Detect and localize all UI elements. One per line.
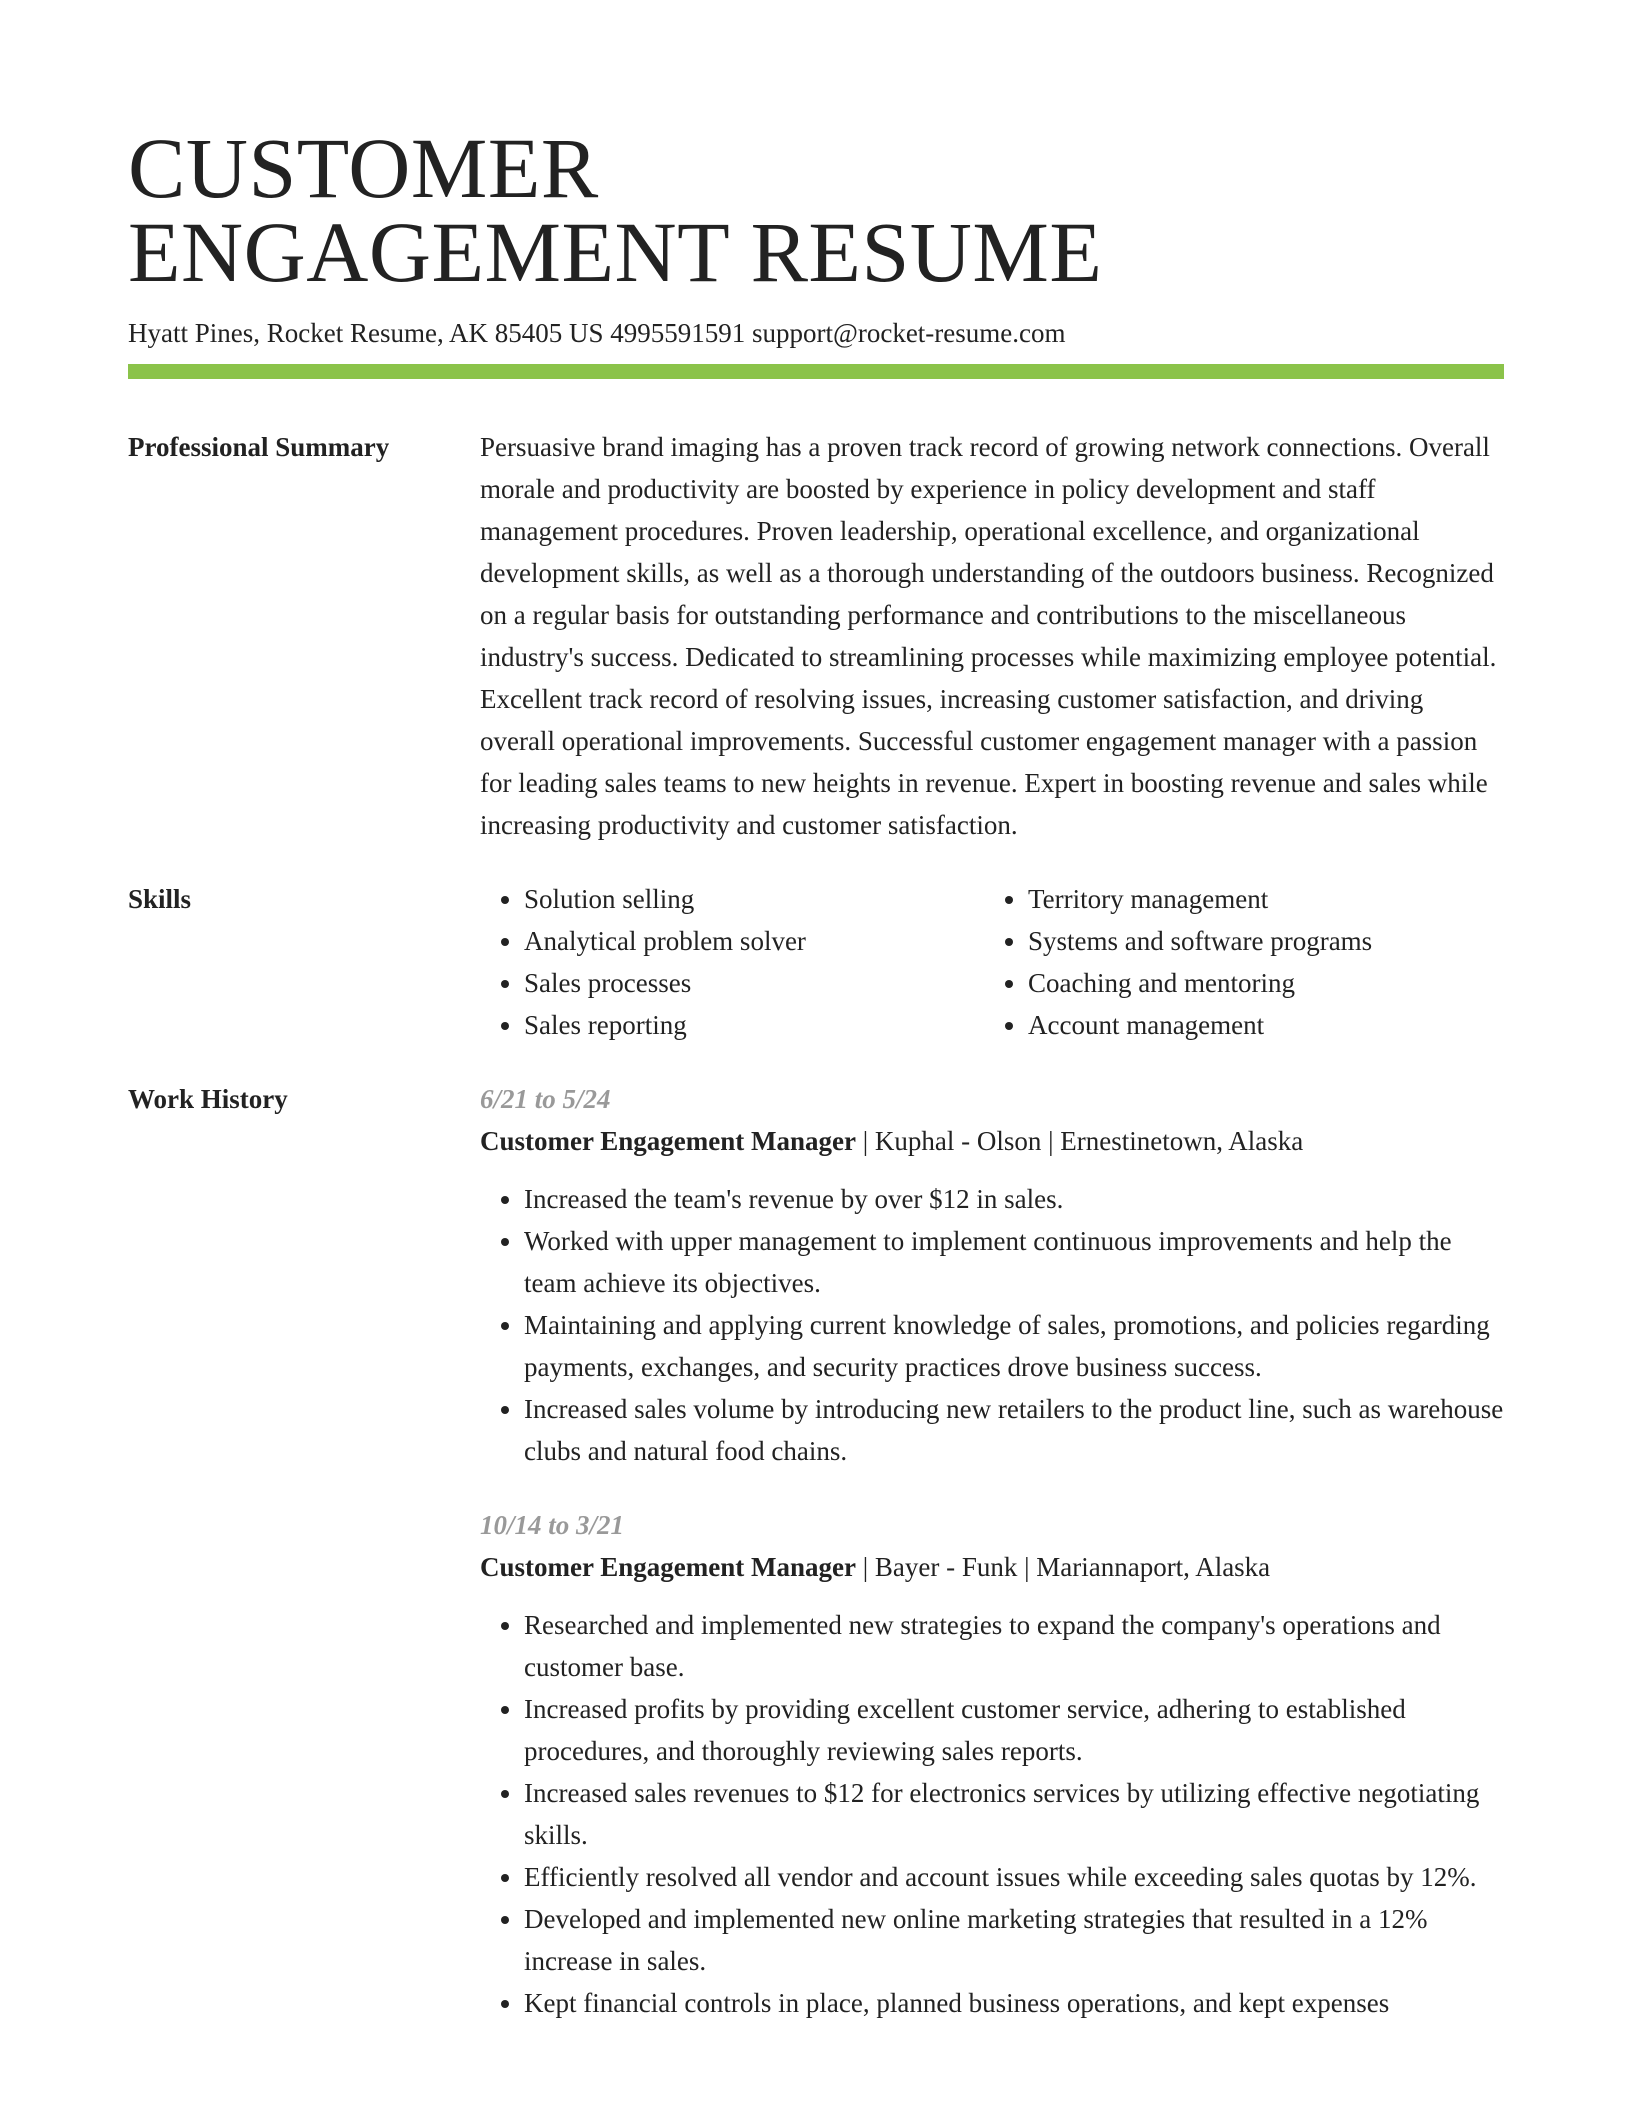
summary-section	[128, 426, 1504, 846]
job-bullet: • Increased sales revenues to $12 for electronics services by utilizing effective negotiating skills.	[524, 1772, 1504, 1856]
job-role: Customer Engagement Manager	[480, 1552, 856, 1582]
job-bullet: • Increased the team's revenue by over $12 in sales.	[524, 1178, 1504, 1220]
skills-column-1	[480, 878, 984, 1046]
skills-label: Skills	[128, 884, 192, 914]
resume-title-line1: CUSTOMER	[128, 120, 599, 216]
job-company-location: | Kuphal - Olson | Ernestinetown, Alaska	[855, 1126, 1304, 1156]
skill-item: • Territory management	[1028, 878, 1488, 920]
skills-section	[128, 878, 1504, 1046]
skill-item: • Sales processes	[524, 962, 984, 1004]
resume-page	[128, 120, 1504, 2024]
job-bullet: • Kept financial controls in place, planned business operations, and kept expenses	[524, 1982, 1504, 2024]
job-dates: 6/21 to 5/24	[480, 1084, 611, 1114]
skill-item: • Sales reporting	[524, 1004, 984, 1046]
accent-divider	[128, 364, 1504, 379]
job-bullet: • Researched and implemented new strategies to expand the company's operations and customer base.	[524, 1604, 1504, 1688]
skill-item: • Solution selling	[524, 878, 984, 920]
job-bullet: • Worked with upper management to implement continuous improvements and help the team achieve its objectives.	[524, 1220, 1504, 1304]
job-bullet: • Increased sales volume by introducing new retailers to the product line, such as warehouse clubs and natural food chains.	[524, 1388, 1504, 1472]
summary-label: Professional Summary	[128, 432, 390, 462]
contact-info: Hyatt Pines, Rocket Resume, AK 85405 US 4995591591 support@rocket-resume.com	[128, 318, 1066, 348]
resume-title	[128, 120, 1504, 300]
job-bullet: • Efficiently resolved all vendor and account issues while exceeding sales quotas by 12%.	[524, 1856, 1504, 1898]
work-history-body	[480, 1078, 1504, 2024]
summary-text: Persuasive brand imaging has a proven track record of growing network connections. Overall morale and productivity are boosted by experience in policy development and staff management procedures. Proven leadership, operational excellence, and organizational development skills, as well as a thorough understanding of the outdoors business. Recognized on a regular basis for outstanding performance and contributions to the miscellaneous industry's success. Dedicated to streamlining processes while maximizing employee potential. Excellent track record of resolving issues, increasing customer satisfaction, and driving overall operational improvements. Successful customer engagement manager with a passion for leading sales teams to new heights in revenue. Expert in boosting revenue and sales while increasing productivity and customer satisfaction.	[480, 432, 1497, 840]
skill-item: • Account management	[1028, 1004, 1488, 1046]
job-company-location: | Bayer - Funk | Mariannaport, Alaska	[855, 1552, 1271, 1582]
job-entry	[480, 1504, 1504, 2024]
job-entry	[480, 1078, 1504, 1472]
job-bullets	[480, 1178, 1504, 1472]
skills-grid	[480, 878, 1504, 1046]
skill-item: • Systems and software programs	[1028, 920, 1488, 962]
job-bullet: • Developed and implemented new online marketing strategies that resulted in a 12% increase in sales.	[524, 1898, 1504, 1982]
job-bullet: • Maintaining and applying current knowledge of sales, promotions, and policies regarding payments, exchanges, and security practices drove business success.	[524, 1304, 1504, 1388]
job-role: Customer Engagement Manager	[480, 1126, 856, 1156]
skills-column-2	[984, 878, 1488, 1046]
job-bullet: • Increased profits by providing excellent customer service, adhering to established procedures, and thoroughly reviewing sales reports.	[524, 1688, 1504, 1772]
skill-item: • Analytical problem solver	[524, 920, 984, 962]
work-history-label: Work History	[128, 1084, 288, 1114]
job-title-line	[480, 1546, 1504, 1588]
resume-title-line2: ENGAGEMENT RESUME	[128, 204, 1103, 300]
work-history-section	[128, 1078, 1504, 2024]
job-dates: 10/14 to 3/21	[480, 1510, 625, 1540]
job-title-line	[480, 1120, 1504, 1162]
job-bullets	[480, 1604, 1504, 2024]
skill-item: • Coaching and mentoring	[1028, 962, 1488, 1004]
